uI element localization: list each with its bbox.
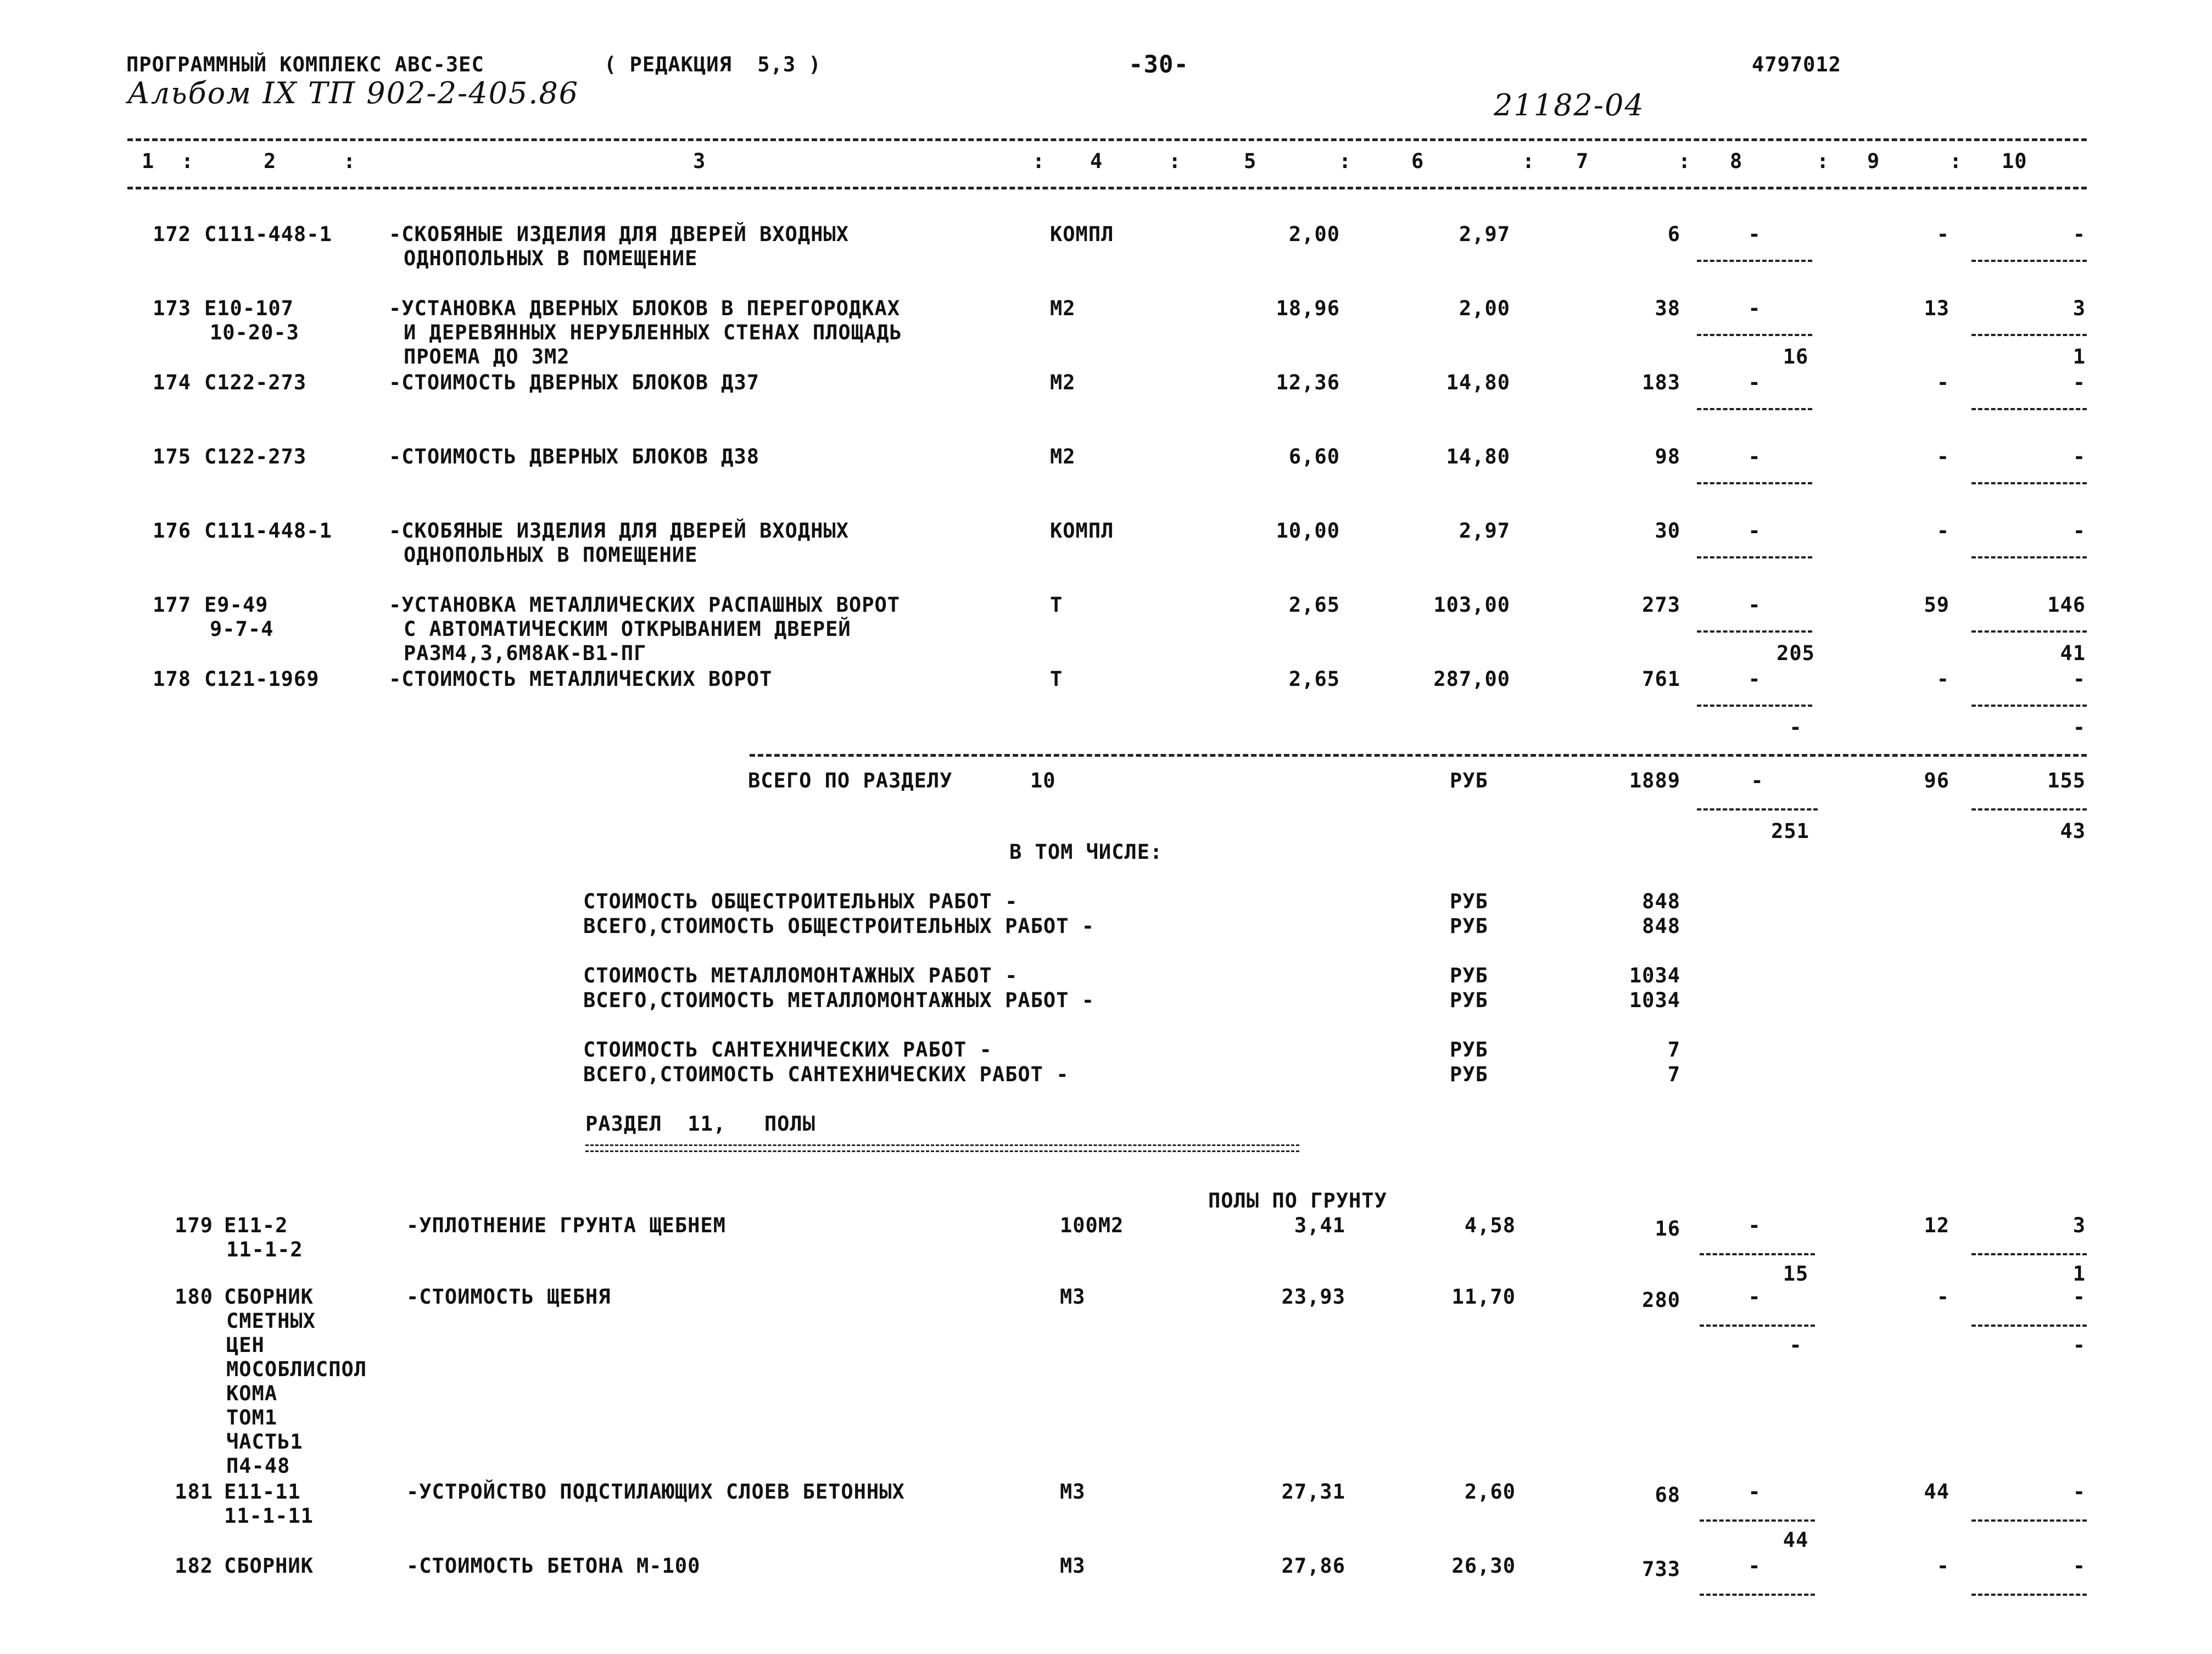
row-c8-top: -: [1748, 1554, 1761, 1578]
row-total: 68: [1655, 1483, 1680, 1507]
row-c8-top: -: [1748, 519, 1761, 543]
row-quantity: 2,00: [1288, 222, 1340, 246]
row-unit: 100М2: [1060, 1214, 1124, 1237]
cell-divider: [1971, 482, 2087, 484]
row-price: 4,58: [1464, 1214, 1516, 1237]
column-separator: :: [1678, 149, 1691, 173]
cell-divider: [1971, 630, 2087, 633]
row-total: 183: [1642, 371, 1680, 394]
row-c9: -: [1936, 445, 1950, 468]
cell-divider: [1971, 1519, 2087, 1522]
column-separator: :: [1817, 149, 1829, 173]
column-header: 5: [1244, 149, 1257, 173]
row-c9: -: [1936, 371, 1950, 394]
column-separator: :: [1522, 149, 1535, 173]
doc-number-handwritten: 21182-04: [1494, 88, 1645, 122]
row-c8-bottom: 205: [1777, 641, 1815, 665]
row-price: 103,00: [1433, 593, 1510, 617]
cell-divider: [1971, 1325, 2087, 1327]
row-c10-top: 3: [2073, 1214, 2086, 1237]
row-number: 178: [153, 667, 191, 691]
row-total: 733: [1642, 1557, 1680, 1581]
column-separator: :: [1950, 149, 1962, 173]
cell-divider: [1697, 556, 1812, 558]
row-description: ОДНОПОЛЬНЫХ В ПОМЕЩЕНИЕ: [404, 543, 698, 567]
row-number: 179: [175, 1214, 213, 1237]
row-price: 2,97: [1459, 222, 1510, 246]
breakdown-currency: РУБ: [1450, 964, 1488, 987]
row-c10-bottom: 1: [2073, 1262, 2086, 1286]
breakdown-value: 1034: [1629, 988, 1680, 1012]
row-code: 10-20-3: [210, 321, 299, 344]
row-c8-top: -: [1748, 1480, 1761, 1504]
row-c8-top: -: [1748, 667, 1761, 691]
row-description: С АВТОМАТИЧЕСКИМ ОТКРЫВАНИЕМ ДВЕРЕЙ: [404, 617, 851, 641]
column-separator: :: [1339, 149, 1351, 173]
row-c8-top: -: [1748, 445, 1761, 468]
row-code: C111-448-1: [204, 222, 332, 246]
cell-divider: [1971, 408, 2087, 410]
row-unit: Т: [1050, 593, 1063, 617]
row-code: 11-1-11: [224, 1504, 314, 1528]
row-c8-bottom: -: [1789, 1333, 1802, 1357]
cell-divider: [1697, 334, 1812, 336]
section-11-underline: [585, 1144, 1299, 1152]
row-total: 6: [1667, 222, 1680, 246]
row-code: П4-48: [226, 1454, 291, 1478]
row-c8-top: -: [1748, 371, 1761, 394]
row-c10-top: -: [2073, 519, 2086, 543]
section-total-currency: РУБ: [1450, 769, 1488, 792]
column-header: 8: [1730, 149, 1743, 173]
section-total-label: ВСЕГО ПО РАЗДЕЛУ: [748, 769, 953, 792]
row-c8-top: -: [1748, 1285, 1761, 1309]
row-unit: Т: [1050, 667, 1063, 691]
row-code: ЦЕН: [226, 1333, 265, 1357]
program-name: ПРОГРАММНЫЙ КОМПЛЕКС АВС-3ЕС: [126, 53, 484, 76]
row-number: 177: [153, 593, 191, 617]
row-description: -СКОБЯНЫЕ ИЗДЕЛИЯ ДЛЯ ДВЕРЕЙ ВХОДНЫХ: [389, 519, 849, 543]
breakdown-label: ВСЕГО,СТОИМОСТЬ САНТЕХНИЧЕСКИХ РАБОТ -: [583, 1063, 1069, 1086]
row-number: 175: [153, 445, 191, 468]
row-total: 38: [1655, 297, 1680, 320]
cell-divider: [1971, 334, 2087, 336]
section-total-value: 1889: [1629, 769, 1680, 792]
row-total: 273: [1642, 593, 1680, 617]
row-c9: -: [1936, 667, 1950, 691]
row-code: C122-273: [204, 371, 307, 394]
breakdown-label: СТОИМОСТЬ МЕТАЛЛОМОНТАЖНЫХ РАБОТ -: [583, 964, 1018, 987]
row-c8-bottom: 15: [1783, 1262, 1809, 1286]
breakdown-value: 848: [1642, 914, 1680, 938]
row-quantity: 3,41: [1294, 1214, 1345, 1237]
cell-divider: [1697, 408, 1812, 410]
row-c10-top: -: [2073, 222, 2086, 246]
breakdown-value: 848: [1642, 890, 1680, 913]
cell-divider: [1971, 260, 2087, 262]
row-number: 174: [153, 371, 191, 394]
row-unit: М2: [1050, 297, 1076, 320]
row-quantity: 23,93: [1281, 1285, 1345, 1309]
row-unit: КОМПЛ: [1050, 519, 1114, 543]
column-separator: :: [181, 149, 194, 173]
section-11-title: РАЗДЕЛ 11, ПОЛЫ: [585, 1112, 815, 1136]
row-c10-bottom: 1: [2073, 345, 2086, 368]
page-number: -30-: [1129, 51, 1189, 79]
row-code: C111-448-1: [204, 519, 332, 543]
breakdown-value: 7: [1667, 1063, 1680, 1086]
cell-divider: [1697, 260, 1812, 262]
header-rule-bottom: [127, 187, 2087, 189]
breakdown-currency: РУБ: [1450, 890, 1488, 913]
row-description: И ДЕРЕВЯННЫХ НЕРУБЛЕННЫХ СТЕНАХ ПЛОЩАДЬ: [404, 321, 902, 344]
row-c10-top: -: [2073, 445, 2086, 468]
row-c9: 12: [1924, 1214, 1950, 1237]
column-header: 10: [2002, 149, 2027, 173]
row-code: ТОМ1: [226, 1406, 278, 1429]
row-c10-top: 146: [2047, 593, 2086, 617]
row-unit: КОМПЛ: [1050, 222, 1114, 246]
row-c10-top: -: [2073, 1480, 2086, 1504]
row-description: -СКОБЯНЫЕ ИЗДЕЛИЯ ДЛЯ ДВЕРЕЙ ВХОДНЫХ: [389, 222, 849, 246]
cell-divider: [1971, 556, 2087, 558]
row-price: 2,00: [1459, 297, 1510, 320]
row-c8-bottom: 16: [1783, 345, 1809, 368]
row-quantity: 10,00: [1276, 519, 1340, 543]
row-code: 9-7-4: [210, 617, 274, 641]
row-description: -УСТРОЙСТВО ПОДСТИЛАЮЩИХ СЛОЕВ БЕТОННЫХ: [406, 1480, 905, 1504]
row-description: ПРОЕМА ДО 3М2: [404, 345, 570, 368]
breakdown-label: ВСЕГО,СТОИМОСТЬ ОБЩЕСТРОИТЕЛЬНЫХ РАБОТ -: [583, 914, 1095, 938]
row-code: E11-11: [224, 1480, 301, 1504]
row-code: КОМА: [226, 1382, 278, 1405]
row-price: 14,80: [1446, 371, 1510, 394]
section-total-c9: 96: [1924, 769, 1950, 792]
row-c9: 13: [1924, 297, 1950, 320]
row-c8-top: -: [1748, 222, 1761, 246]
row-price: 11,70: [1451, 1285, 1516, 1309]
cell-divider: [1697, 808, 1818, 811]
section-total-c10-bottom: 43: [2060, 819, 2086, 843]
column-separator: :: [1169, 149, 1181, 173]
row-unit: М2: [1050, 445, 1076, 468]
row-c10-top: -: [2073, 1285, 2086, 1309]
row-c9: 44: [1924, 1480, 1950, 1504]
row-description: -СТОИМОСТЬ ЩЕБНЯ: [406, 1285, 611, 1309]
breakdown-value: 7: [1667, 1038, 1680, 1061]
column-header: 4: [1090, 149, 1103, 173]
breakdown-currency: РУБ: [1450, 988, 1488, 1012]
row-code: E9-49: [204, 593, 269, 617]
row-code: 11-1-2: [226, 1238, 303, 1261]
cell-divider: [1971, 808, 2087, 811]
row-code: E11-2: [224, 1214, 288, 1237]
breakdown-currency: РУБ: [1450, 1038, 1488, 1061]
row-c10-bottom: 41: [2060, 641, 2086, 665]
section-total-number: 10: [1030, 769, 1056, 792]
row-price: 14,80: [1446, 445, 1510, 468]
cell-divider: [1697, 705, 1812, 707]
row-c9: -: [1936, 1285, 1950, 1309]
cell-divider: [1700, 1519, 1815, 1522]
row-c8-top: -: [1748, 1214, 1761, 1237]
row-c9: -: [1936, 519, 1950, 543]
row-unit: М3: [1060, 1480, 1086, 1504]
row-total: 280: [1642, 1288, 1680, 1312]
row-unit: М2: [1050, 371, 1076, 394]
section-total-c8-bottom: 251: [1771, 819, 1809, 843]
breakdown-currency: РУБ: [1450, 914, 1488, 938]
cell-divider: [1971, 705, 2087, 707]
row-c8-bottom: -: [1789, 716, 1802, 739]
row-c10-top: -: [2073, 667, 2086, 691]
column-header: 9: [1867, 149, 1880, 173]
column-header: 2: [264, 149, 277, 173]
cell-divider: [1697, 482, 1812, 484]
document-code: 4797012: [1752, 53, 1841, 76]
row-c9: -: [1936, 222, 1950, 246]
row-description: -УСТАНОВКА МЕТАЛЛИЧЕСКИХ РАСПАШНЫХ ВОРОТ: [389, 593, 901, 617]
row-price: 2,60: [1464, 1480, 1516, 1504]
row-total: 16: [1655, 1217, 1680, 1240]
row-quantity: 27,86: [1281, 1554, 1345, 1578]
cell-divider: [1700, 1325, 1815, 1327]
row-code: C122-273: [204, 445, 307, 468]
row-quantity: 18,96: [1276, 297, 1340, 320]
row-c10-top: -: [2073, 1554, 2086, 1578]
column-header: 7: [1576, 149, 1589, 173]
row-unit: М3: [1060, 1285, 1086, 1309]
section-total-c10-top: 155: [2047, 769, 2086, 792]
row-c9: -: [1936, 1554, 1950, 1578]
row-description: -СТОИМОСТЬ ДВЕРНЫХ БЛОКОВ Д37: [389, 371, 760, 394]
cell-divider: [1700, 1594, 1815, 1596]
row-price: 287,00: [1433, 667, 1510, 691]
row-code: СБОРНИК: [224, 1554, 314, 1578]
column-header: 6: [1411, 149, 1425, 173]
row-code: МОСОБЛИСПОЛ: [226, 1357, 367, 1381]
row-quantity: 6,60: [1288, 445, 1340, 468]
row-code: СМЕТНЫХ: [226, 1309, 316, 1333]
breakdown-value: 1034: [1629, 964, 1680, 987]
row-number: 173: [153, 297, 191, 320]
row-code: ЧАСТЬ1: [226, 1430, 303, 1454]
row-c10-top: 3: [2073, 297, 2086, 320]
section-11-subtitle: ПОЛЫ ПО ГРУНТУ: [1208, 1189, 1387, 1212]
row-number: 172: [153, 222, 191, 246]
column-header: 3: [693, 149, 706, 173]
row-number: 181: [175, 1480, 213, 1504]
row-number: 182: [175, 1554, 213, 1578]
header-rule-top: [127, 138, 2087, 141]
row-price: 26,30: [1451, 1554, 1516, 1578]
row-quantity: 2,65: [1288, 667, 1340, 691]
cell-divider: [1700, 1253, 1815, 1255]
row-quantity: 27,31: [1281, 1480, 1345, 1504]
row-description: РАЗМ4,3,6М8АК-В1-ПГ: [404, 641, 647, 665]
album-handwritten: Альбом IX ТП 902-2-405.86: [127, 76, 579, 110]
cell-divider: [1971, 1594, 2087, 1596]
row-price: 2,97: [1459, 519, 1510, 543]
breakdown-label: СТОИМОСТЬ САНТЕХНИЧЕСКИХ РАБОТ -: [583, 1038, 992, 1061]
row-total: 30: [1655, 519, 1680, 543]
row-description: -СТОИМОСТЬ МЕТАЛЛИЧЕСКИХ ВОРОТ: [389, 667, 773, 691]
row-description: -СТОИМОСТЬ БЕТОНА М-100: [406, 1554, 701, 1578]
row-c10-bottom: -: [2073, 1333, 2086, 1357]
row-c8-bottom: 44: [1783, 1528, 1809, 1552]
row-code: СБОРНИК: [224, 1285, 314, 1309]
row-c8-top: -: [1748, 593, 1761, 617]
cell-divider: [1971, 1253, 2087, 1255]
row-description: -УСТАНОВКА ДВЕРНЫХ БЛОКОВ В ПЕРЕГОРОДКАХ: [389, 297, 901, 320]
cell-divider: [1697, 630, 1812, 633]
row-number: 176: [153, 519, 191, 543]
row-unit: М3: [1060, 1554, 1086, 1578]
row-description: ОДНОПОЛЬНЫХ В ПОМЕЩЕНИЕ: [404, 247, 698, 270]
row-code: C121-1969: [204, 667, 320, 691]
row-quantity: 12,36: [1276, 371, 1340, 394]
column-separator: :: [1032, 149, 1045, 173]
total-rule: [750, 754, 2087, 757]
row-number: 180: [175, 1285, 213, 1309]
row-quantity: 2,65: [1288, 593, 1340, 617]
row-description: -СТОИМОСТЬ ДВЕРНЫХ БЛОКОВ Д38: [389, 445, 760, 468]
row-c10-bottom: -: [2073, 716, 2086, 739]
section-total-c8-top: -: [1751, 769, 1764, 792]
column-separator: :: [343, 149, 356, 173]
row-total: 98: [1655, 445, 1680, 468]
row-c8-top: -: [1748, 297, 1761, 320]
column-header: 1: [142, 149, 155, 173]
edition: ( РЕДАКЦИЯ 5,3 ): [604, 53, 822, 76]
row-total: 761: [1642, 667, 1680, 691]
row-code: E10-107: [204, 297, 294, 320]
row-c10-top: -: [2073, 371, 2086, 394]
row-c9: 59: [1924, 593, 1950, 617]
breakdown-label: СТОИМОСТЬ ОБЩЕСТРОИТЕЛЬНЫХ РАБОТ -: [583, 890, 1018, 913]
including-heading: В ТОМ ЧИСЛЕ:: [1009, 840, 1163, 864]
breakdown-currency: РУБ: [1450, 1063, 1488, 1086]
row-description: -УПЛОТНЕНИЕ ГРУНТА ЩЕБНЕМ: [406, 1214, 726, 1237]
breakdown-label: ВСЕГО,СТОИМОСТЬ МЕТАЛЛОМОНТАЖНЫХ РАБОТ -: [583, 988, 1095, 1012]
